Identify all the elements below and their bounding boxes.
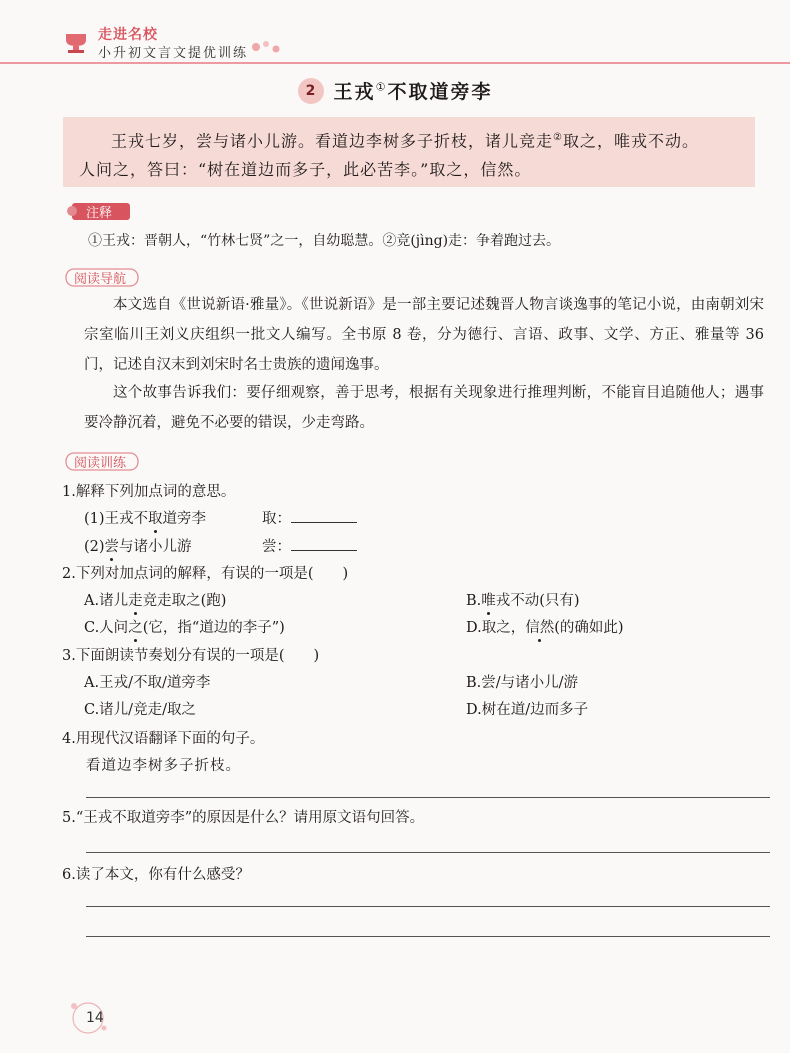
question-5: 5.“王戎不取道旁李”的原因是什么？请用原文语句回答。 [62,810,425,826]
header-rule [0,62,790,64]
series-title: 走进名校 [98,27,158,43]
option-2c[interactable]: C.人问之(它，指“道边的李子”) [84,620,285,636]
question-3: 3.下面朗读节奏划分有误的一项是( ) [62,648,320,664]
lesson-title: 王戎①不取道旁李 [333,80,493,103]
question-1: 1.解释下列加点词的意思。 [62,484,236,500]
page-number: 14 [86,1010,104,1026]
option-3d[interactable]: D.树在道/边而多子 [466,702,589,718]
trophy-icon [62,32,90,54]
passage-line-2: 人问之，答曰：“树在道边而多子，此必苦李。”取之，信然。 [79,160,532,180]
book-subtitle: 小升初文言文提优训练 [98,46,249,61]
question-1a: (1)王戎不取道旁李 [84,511,207,527]
option-2a[interactable]: A.诸儿走竞走取之(跑) [84,593,227,609]
notes-text: ①王戎：晋朝人，“竹林七贤”之一，自幼聪慧。②竞(jìng)走：争着跑过去。 [88,233,561,249]
answer-line-4[interactable] [86,797,770,798]
page-header [0,0,790,64]
classical-text-passage [63,117,755,187]
option-3b[interactable]: B.尝/与诸小儿/游 [466,675,579,691]
flower-decoration-icon [246,36,286,58]
training-section-label: 阅读训练 [64,450,150,472]
lesson-heading [0,77,790,104]
answer-line-6a[interactable] [86,906,770,907]
guide-section-label: 阅读导航 [64,266,150,288]
answer-blank-1a[interactable] [291,509,357,523]
answer-line-5[interactable] [86,852,770,853]
guide-paragraph-1: 本文选自《世说新语·雅量》。《世说新语》是一部主要记述魏晋人物言谈逸事的笔记小说，由南朝刘宋宗室临川王刘义庆组织一批文人编写。全书原 8 卷，分为德行、言语、政事、文学、方正、雅量等 36 门，记述自汉末到刘宋时名士贵族的遗闻逸事。 [84,297,764,373]
question-1a-answer: 取： [262,507,357,528]
notes-section-label: 注释 [64,200,150,222]
question-1b-answer: 尝： [262,535,357,556]
question-4-sentence: 看道边李树多子折枝。 [86,758,241,774]
option-2b[interactable]: B.唯戎不动(只有) [466,593,580,609]
answer-line-6b[interactable] [86,936,770,937]
option-3a[interactable]: A.王戎/不取/道旁李 [84,675,211,691]
question-6: 6.读了本文，你有什么感受？ [62,867,250,883]
question-1b: (2)尝与诸小儿游 [84,539,192,555]
question-4: 4.用现代汉语翻译下面的句子。 [62,731,265,747]
answer-blank-1b[interactable] [291,537,357,551]
question-2: 2.下列对加点词的解释，有误的一项是( ) [62,566,349,582]
guide-paragraph-2: 这个故事告诉我们：要仔细观察，善于思考，根据有关现象进行推理判断，不能盲目追随他人；遇事要冷静沉着，避免不必要的错误，少走弯路。 [84,385,764,431]
option-2d[interactable]: D.取之，信然(的确如此) [466,620,624,636]
option-3c[interactable]: C.诸儿/竞走/取之 [84,702,196,718]
lesson-number-badge: 2 [298,78,324,104]
passage-line-1: 王戎七岁，尝与诸小儿游。看道边李树多子折枝，诸儿竞走②取之，唯戎不动。 [111,131,699,151]
